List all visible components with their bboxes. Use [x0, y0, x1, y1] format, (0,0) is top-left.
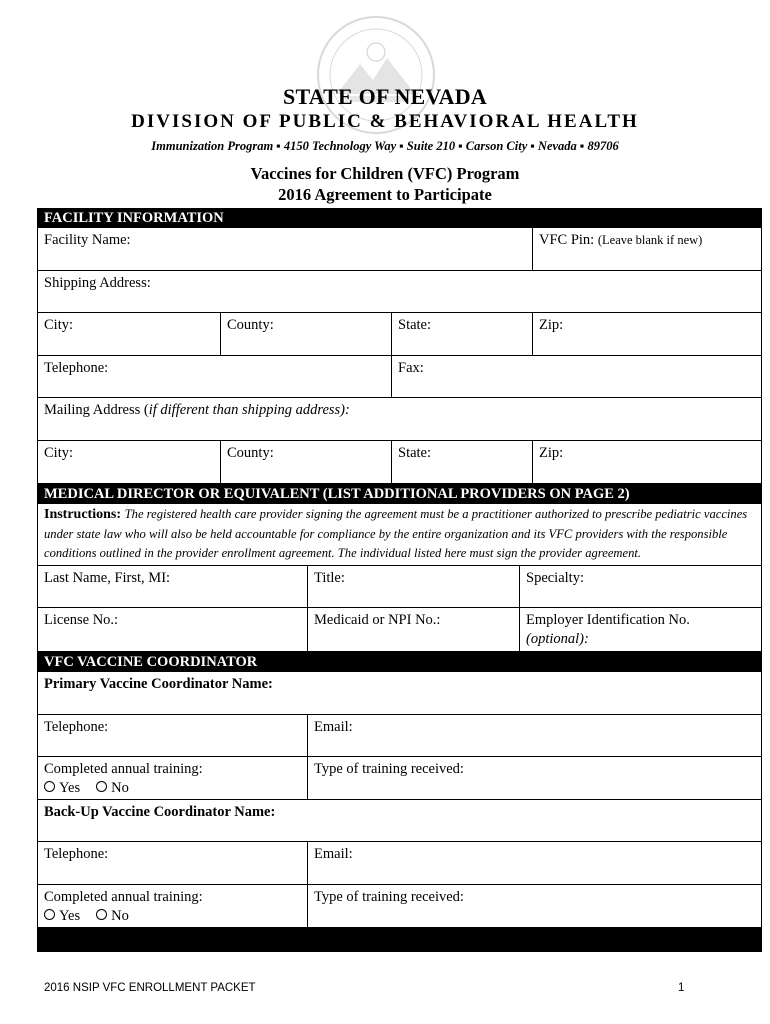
state2-label: State: — [398, 445, 432, 461]
zip2-field[interactable] — [533, 441, 762, 484]
city-label: City: — [44, 317, 74, 333]
enrollment-form — [37, 208, 761, 952]
last-name-field[interactable] — [38, 565, 308, 607]
coordinator-table — [37, 652, 762, 952]
primary-coordinator-label: Primary Vaccine Coordinator Name: — [44, 675, 273, 692]
page-number: 1 — [678, 982, 685, 994]
state2-field[interactable] — [392, 441, 533, 484]
fax-field[interactable] — [392, 356, 762, 398]
coord-telephone-label: Telephone: — [44, 718, 109, 735]
facility-table — [37, 208, 762, 484]
state-field[interactable] — [392, 313, 533, 356]
specialty-field[interactable] — [520, 565, 762, 607]
no-label: No — [111, 779, 129, 796]
backup-email-field[interactable] — [308, 841, 762, 884]
backup-training-field — [38, 884, 308, 927]
yes-label: Yes — [59, 779, 81, 796]
license-label: License No.: — [44, 611, 119, 628]
backup-training-type-field[interactable] — [308, 884, 762, 927]
title-field[interactable] — [308, 565, 520, 607]
mailing-address-label: Mailing Address ( — [44, 402, 149, 418]
medical-director-table — [37, 484, 762, 652]
footer-title: 2016 NSIP VFC ENROLLMENT PACKET — [44, 982, 256, 994]
employer-id-optional: (optional): — [526, 630, 589, 647]
telephone-label: Telephone: — [44, 360, 109, 376]
coordinator-section-header: VFC VACCINE COORDINATOR — [38, 652, 762, 671]
mailing-address-field[interactable] — [38, 398, 762, 441]
vfc-pin-note: (Leave blank if new) — [597, 233, 703, 247]
instructions-label: Instructions: — [44, 507, 122, 522]
training-type-label: Type of training received: — [314, 760, 464, 777]
backup-coordinator-field[interactable] — [38, 799, 762, 841]
medicaid-field[interactable] — [308, 607, 520, 651]
zip2-label: Zip: — [539, 445, 564, 461]
backup-telephone-label: Telephone: — [44, 845, 109, 862]
fax-label: Fax: — [398, 360, 424, 376]
header-state: STATE OF NEVADA — [283, 84, 487, 109]
county-label: County: — [227, 317, 274, 333]
backup-training-label: Completed annual training: — [44, 888, 203, 905]
city2-label: City: — [44, 445, 74, 461]
coord-telephone-field[interactable] — [38, 714, 308, 756]
header-agreement: 2016 Agreement to Participate — [278, 185, 492, 204]
header-address: Immunization Program ▪ 4150 Technology Way ▪ Suite 210 ▪ Carson City ▪ Nevada ▪ 89706 — [151, 139, 619, 153]
shipping-address-label: Shipping Address: — [44, 275, 151, 291]
backup-email-label: Email: — [314, 845, 353, 862]
training-type-field[interactable] — [308, 756, 762, 799]
city-field[interactable] — [38, 313, 221, 356]
training-label: Completed annual training: — [44, 760, 203, 777]
mailing-address-note: if different than shipping address): — [148, 402, 350, 418]
county2-label: County: — [227, 445, 274, 461]
county-field[interactable] — [221, 313, 392, 356]
yes-radio[interactable] — [44, 781, 55, 792]
medicaid-label: Medicaid or NPI No.: — [314, 611, 441, 628]
table-end-bar — [38, 927, 762, 951]
zip-label: Zip: — [539, 317, 564, 333]
license-field[interactable] — [38, 607, 308, 651]
backup-coordinator-label: Back-Up Vaccine Coordinator Name: — [44, 803, 276, 820]
employer-id-label: Employer Identification No. — [526, 611, 690, 628]
facility-name-field[interactable] — [38, 228, 533, 271]
instructions-text: The registered health care provider signing the agreement must be a practitioner authorized to prescribe pediatric vaccines under state law who will also be held accountable for compliance by the entire organization and its VFC providers with the responsible conditions outlined in the provider enrollment agreement. The individual listed here must sign the provider agreement. — [44, 507, 748, 560]
coord-email-field[interactable] — [308, 714, 762, 756]
county2-field[interactable] — [221, 441, 392, 484]
facility-section-header: FACILITY INFORMATION — [38, 209, 762, 228]
header-division: DIVISION OF PUBLIC & BEHAVIORAL HEALTH — [131, 111, 639, 132]
title-label: Title: — [314, 569, 345, 586]
facility-name-label: Facility Name: — [44, 232, 131, 248]
zip-field[interactable] — [533, 313, 762, 356]
no-radio[interactable] — [96, 781, 107, 792]
city2-field[interactable] — [38, 441, 221, 484]
primary-coordinator-field[interactable] — [38, 671, 762, 714]
backup-telephone-field[interactable] — [38, 841, 308, 884]
backup-training-type-label: Type of training received: — [314, 888, 464, 905]
backup-no-radio[interactable] — [96, 909, 107, 920]
state-label: State: — [398, 317, 432, 333]
backup-yes-label: Yes — [59, 907, 81, 924]
backup-no-label: No — [111, 907, 129, 924]
shipping-address-field[interactable] — [38, 271, 762, 313]
coord-email-label: Email: — [314, 718, 353, 735]
telephone-field[interactable] — [38, 356, 392, 398]
vfc-pin-field[interactable] — [533, 228, 762, 271]
backup-yes-radio[interactable] — [44, 909, 55, 920]
vfc-pin-label: VFC Pin: — [539, 232, 595, 248]
instructions-block — [38, 504, 762, 566]
specialty-label: Specialty: — [526, 569, 584, 586]
header-program: Vaccines for Children (VFC) Program — [250, 164, 520, 183]
medical-section-header: MEDICAL DIRECTOR OR EQUIVALENT (LIST ADDITIONAL PROVIDERS ON PAGE 2) — [38, 485, 762, 504]
employer-id-field[interactable] — [520, 607, 762, 651]
training-field — [38, 756, 308, 799]
last-name-label: Last Name, First, MI: — [44, 569, 171, 586]
